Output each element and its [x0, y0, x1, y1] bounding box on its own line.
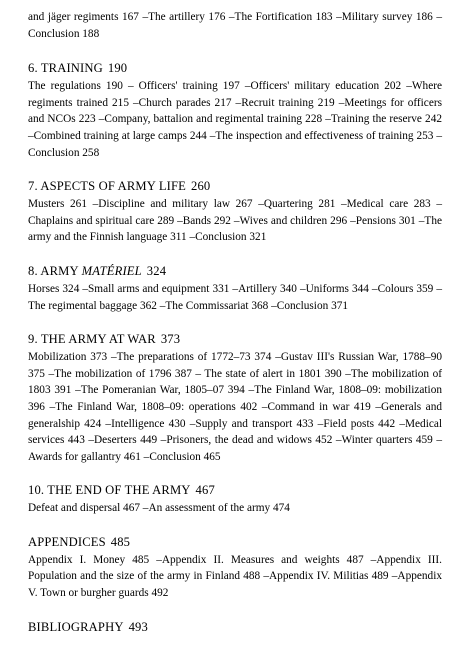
section-title: BIBLIOGRAPHY — [28, 619, 124, 634]
chapter-title: TRAINING — [40, 61, 103, 76]
chapter-contents: Defeat and dispersal 467 –An assessment of the army 474 — [28, 502, 290, 515]
chapter-heading — [28, 331, 442, 348]
chapter-number: 7. — [28, 179, 38, 194]
chapter-title: ASPECTS OF ARMY LIFE — [40, 179, 187, 194]
section-heading — [28, 534, 442, 551]
chapter-page: 260 — [191, 179, 211, 194]
chapter-page: 324 — [146, 263, 167, 278]
section-contents: Appendix I. Money 485 –Appendix II. Measures and weights 487 –Appendix III. Population and the size of the army in Finland 488 –Appendix IV. Militias 489 –Appendix V. Town or burgher guards 492 — [28, 553, 442, 600]
chapter-heading — [28, 178, 442, 195]
chapter-number: 10. — [28, 483, 45, 498]
chapter-title: THE END OF THE ARMY — [47, 483, 191, 498]
continuation-text: and jäger regiments 167 –The artillery 176 –The Fortification 183 –Military survey 186 – Conclusion 188 — [28, 11, 442, 40]
toc-continuation — [28, 9, 442, 42]
chapter-title: ARMY — [40, 263, 79, 278]
chapter-contents: The regulations 190 – Officers' training 197 –Officers' military education 202 –Where regiments trained 215 –Church parades 217 –Recruit training 219 –Meetings for officers and NCOs 223 –Company, battalion and regimental training 228 –Training the reserve 242 –Combined training at large camps 244 –The inspection and effectiveness of training 253 –Conclusion 258 — [28, 80, 442, 159]
chapter-title: THE ARMY AT WAR — [40, 332, 156, 347]
toc-chapter-9 — [28, 331, 442, 465]
chapter-page: 373 — [160, 332, 181, 347]
chapter-page: 467 — [195, 483, 215, 498]
toc-chapter-10 — [28, 482, 442, 517]
chapter-contents: Horses 324 –Small arms and equipment 331 –Artillery 340 –Uniforms 344 –Colours 359 –The regimental baggage 362 –The Commissariat 368 –Conclusion 371 — [28, 282, 442, 312]
chapter-heading — [28, 60, 442, 77]
chapter-number: 9. — [28, 332, 38, 347]
toc-chapter-8 — [28, 263, 442, 314]
section-title: APPENDICES — [28, 534, 106, 549]
chapter-contents: Mobilization 373 –The preparations of 1772–73 374 –Gustav III's Russian War, 1788–90 375 –The mobilization of 1796 387 – The state of alert in 1801 390 –The mobilization of 1803 391 –The Pomeranian War, 1805–07 394 –The Finland War, 1808–09: mobilization 396 –The Finland War, 1808–09: operations 402 –Command in war 419 –Generals and generalship 424 –Intelligence 430 –Supply and transport 433 –Field posts 442 –Medical services 443 –Deserters 449 –Prisoners, the dead and widows 452 –Winter quarters 459 –Awards for gallantry 461 –Conclusion 465 — [28, 351, 442, 463]
chapter-contents: Musters 261 –Discipline and military law 267 –Quartering 281 –Medical care 283 –Chaplains and spiritual care 289 –Bands 292 –Wives and children 296 –Pensions 301 –The army and the Finnish language 311 –Conclusion 321 — [28, 198, 442, 244]
chapter-page: 190 — [107, 61, 128, 76]
chapter-title-italic: MATÉRIEL — [81, 263, 142, 278]
chapter-number: 6. — [28, 61, 38, 76]
section-heading — [28, 619, 442, 636]
chapter-heading — [28, 482, 442, 499]
chapter-number: 8. — [28, 263, 38, 278]
toc-bibliography — [28, 619, 442, 636]
toc-chapter-6 — [28, 60, 442, 161]
section-page: 485 — [110, 534, 131, 549]
section-page: 493 — [128, 619, 148, 634]
chapter-heading — [28, 263, 442, 280]
toc-appendices — [28, 534, 442, 602]
toc-chapter-7 — [28, 178, 442, 246]
